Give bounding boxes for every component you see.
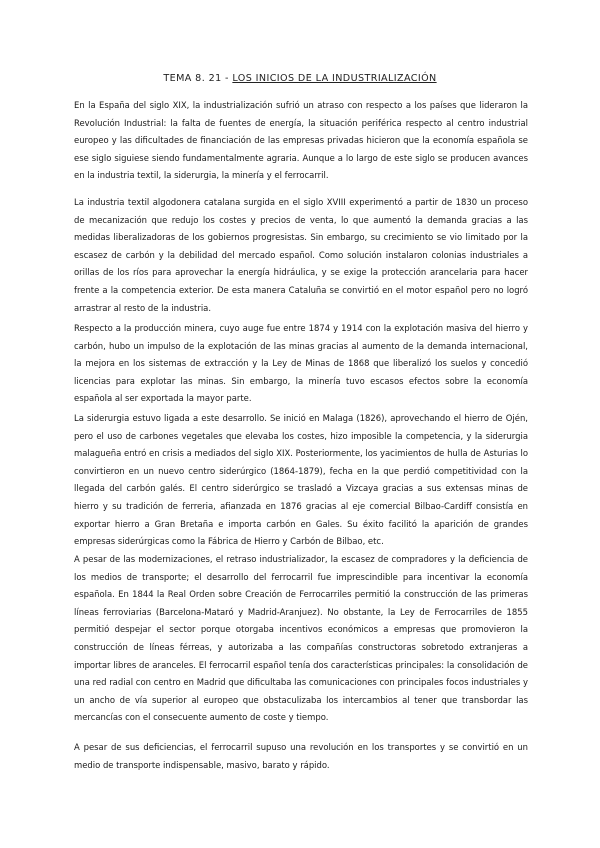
paragraph: La siderurgia estuvo ligada a este desarrollo. Se inició en Malaga (1826), aprovechando el hierro de Ojén, pero el uso de carbones vegetales que elevaba los costes, hizo imposible la competencia, y la siderurgia malagueña entró en crisis a mediados del siglo XIX. Posteriormente, los yacimientos de hulla de Asturias lo convirtieron en un nuevo centro siderúrgico (1864-1879), fecha en la que perdió competitividad con la llegada del carbón galés. El centro siderúrgico se trasladó a Vizcaya gracias a sus extensas minas de hierro y su tradición de ferreria, afianzada en 1876 gracias al eje comercial Bilbao-Cardiff consistía en exportar hierro a Gran Bretaña e importa carbón en Gales. Su éxito facilitó la aparición de grandes empresas siderúrgicas como la Fábrica de Hierro y Carbón de Bilbao, etc. [74, 413, 528, 547]
page-title [0, 73, 600, 84]
paragraph: La industria textil algodonera catalana surgida en el siglo XVIII experimentó a partir de 1830 un proceso de mecanización que redujo los costes y precios de venta, lo que aumentó la demanda gracias a las medidas liberalizadoras de los gobiernos progresistas. Sin embargo, su crecimiento se vio limitado por la escasez de carbón y la debilidad del mercado español. Como solución instalaron colonias industriales a orillas de los ríos para aprovechar la energía hidráulica, y se exige la protección arancelaria para hacer frente a la competencia exterior. De esta manera Cataluña se convirtió en el motor español pero no logró arrastrar al resto de la industria. [74, 197, 528, 313]
title-main: LOS INICIOS DE LA INDUSTRIALIZACIÓN [232, 73, 437, 84]
title-prefix: TEMA 8. 21 - [163, 73, 233, 84]
paragraph: A pesar de sus deficiencias, el ferrocarril supuso una revolución en los transportes y se convirtió en un medio de transporte indispensable, masivo, barato y rápido. [74, 742, 528, 770]
paragraph: Respecto a la producción minera, cuyo auge fue entre 1874 y 1914 con la explotación masiva del hierro y carbón, hubo un impulso de la explotación de las minas gracias al aumento de la demanda internacional, la mejora en los sistemas de extracción y la Ley de Minas de 1868 que liberalizó los suelos y concedió licencias para explotar las minas. Sin embargo, la minería tuvo escasos efectos sobre la economía española al ser exportada la mayor parte. [74, 323, 528, 404]
paragraph: A pesar de las modernizaciones, el retraso industrializador, la escasez de compradores y la deficiencia de los medios de transporte; el desarrollo del ferrocarril fue imprescindible para incentivar la economía española. En 1844 la Real Orden sobre Creación de Ferrocarriles permitió la construcción de las primeras líneas ferroviarias (Barcelona-Mataró y Madrid-Aranjuez). No obstante, la Ley de Ferrocarriles de 1855 permitió despejar el sector porque otorgaba incentivos económicos a empresas que promovieron la construcción de líneas férreas, y autorizaba a las compañías constructoras sobretodo extranjeras a importar libres de aranceles. El ferrocarril español tenía dos características principales: la consolidación de una red radial con centro en Madrid que dificultaba las comunicaciones con principales focos industriales y un ancho de vía superior al europeo que obstaculizaba los intercambios al tener que transbordar las mercancías con el consecuente aumento de coste y tiempo. [74, 554, 528, 723]
paragraph: En la España del siglo XIX, la industrialización sufrió un atraso con respecto a los países que lideraron la Revolución Industrial: la falta de fuentes de energía, la situación periférica respecto al centro industrial europeo y las dificultades de financiación de las empresas privadas hicieron que la economía española se ese siglo siguiese siendo fundamentalmente agraria. Aunque a lo largo de este siglo se producen avances en la industria textil, la siderurgia, la minería y el ferrocarril. [74, 100, 528, 181]
